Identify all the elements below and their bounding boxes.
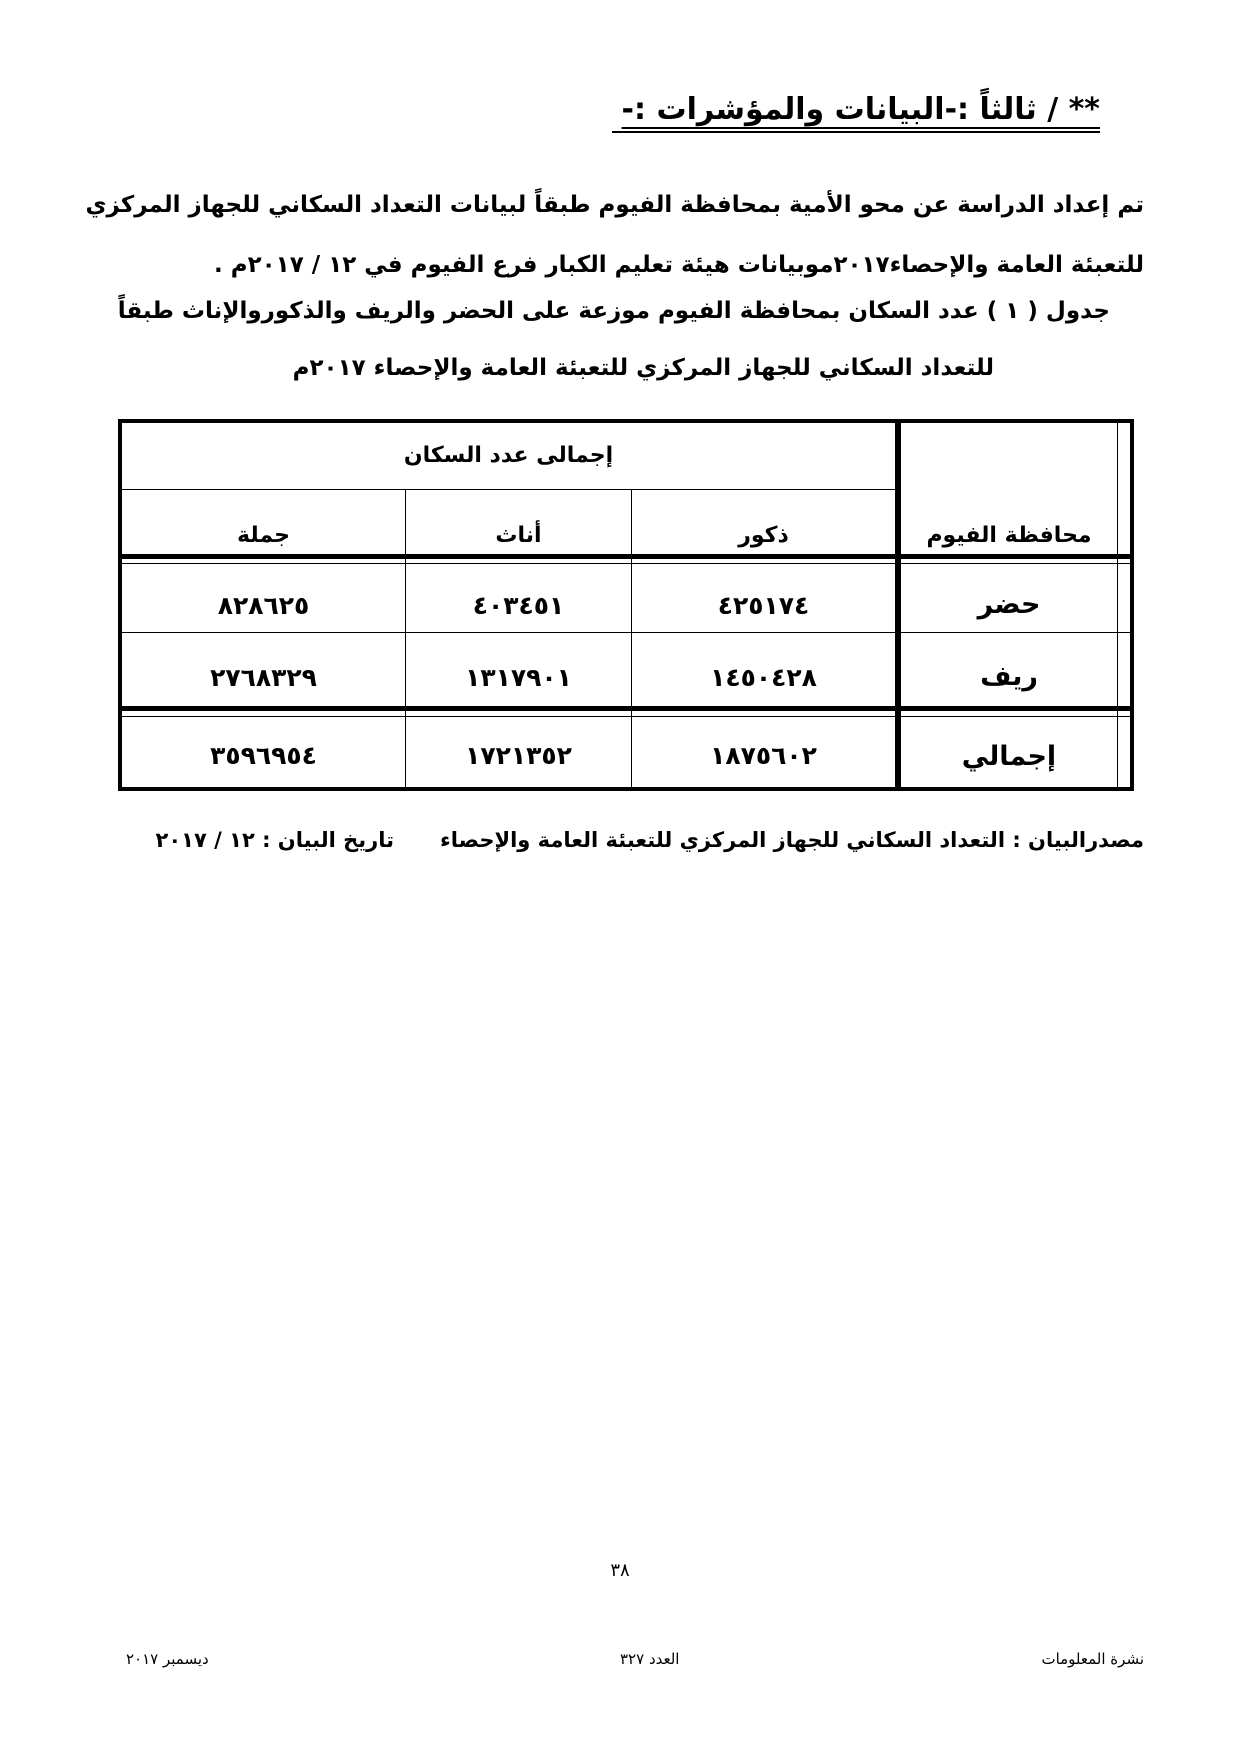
header-females: أناث <box>495 523 542 548</box>
source-text: مصدرالبيان : التعداد السكاني للجهاز المركزي للتعبئة العامة والإحصاء <box>440 828 1144 852</box>
footer-issue: العدد ٣٢٧ <box>620 1650 680 1668</box>
cell-urban-males: ٤٢٥١٧٤ <box>717 591 810 620</box>
cell-total-females: ١٧٢١٣٥٢ <box>465 741 572 770</box>
cell-urban-females: ٤٠٣٤٥١ <box>472 591 565 620</box>
cell-urban-total: ٨٢٨٦٢٥ <box>217 591 310 620</box>
header-region: محافظة الفيوم <box>926 523 1092 548</box>
cell-total-males: ١٨٧٥٦٠٢ <box>710 741 817 770</box>
row-label-rural: ريف <box>980 661 1038 692</box>
row-label-total: إجمالي <box>961 741 1057 772</box>
table-divider <box>1117 423 1118 787</box>
cell-rural-total: ٢٧٦٨٣٢٩ <box>210 663 317 692</box>
table-divider <box>122 489 895 490</box>
paragraph-line-2: للتعبئة العامة والإحصاء٢٠١٧موبيانات هيئة تعليم الكبار فرع الفيوم في ١٢ / ٢٠١٧م . <box>214 252 1144 278</box>
footer-date: ديسمبر ٢٠١٧ <box>126 1650 209 1668</box>
population-table <box>118 419 1134 791</box>
table-divider <box>122 632 1130 633</box>
paragraph-line-1: تم إعداد الدراسة عن محو الأمية بمحافظة الفيوم طبقاً لبيانات التعداد السكاني للجهاز المركزي <box>85 192 1144 218</box>
table-divider <box>122 706 1130 711</box>
table-divider <box>122 716 1130 717</box>
table-caption-line-1: جدول ( ١ ) عدد السكان بمحافظة الفيوم موزعة على الحضر والريف والذكوروالإناث طبقاً <box>117 298 1110 324</box>
footer-publication: نشرة المعلومات <box>1041 1650 1144 1668</box>
header-males: ذكور <box>738 523 789 548</box>
data-source-note <box>156 828 1144 852</box>
header-population-total: إجمالى عدد السكان <box>403 443 614 468</box>
page-number: ٣٨ <box>610 1560 630 1581</box>
table-divider <box>122 554 1130 559</box>
cell-rural-males: ١٤٥٠٤٢٨ <box>710 663 817 692</box>
intro-paragraph <box>85 175 1144 295</box>
table-divider <box>122 563 1130 564</box>
table-caption-line-2: للتعداد السكاني للجهاز المركزي للتعبئة العامة والإحصاء ٢٠١٧م <box>292 355 994 381</box>
source-date: تاريخ البيان : ١٢ / ٢٠١٧ <box>155 828 395 852</box>
heading-underline <box>612 131 1100 133</box>
row-label-urban: حضر <box>977 589 1041 620</box>
cell-total-total: ٣٥٩٦٩٥٤ <box>210 741 317 770</box>
cell-rural-females: ١٣١٧٩٠١ <box>465 663 572 692</box>
section-heading: ** / ثالثاً :-البيانات والمؤشرات :- <box>621 92 1100 127</box>
header-total: جملة <box>237 523 290 548</box>
